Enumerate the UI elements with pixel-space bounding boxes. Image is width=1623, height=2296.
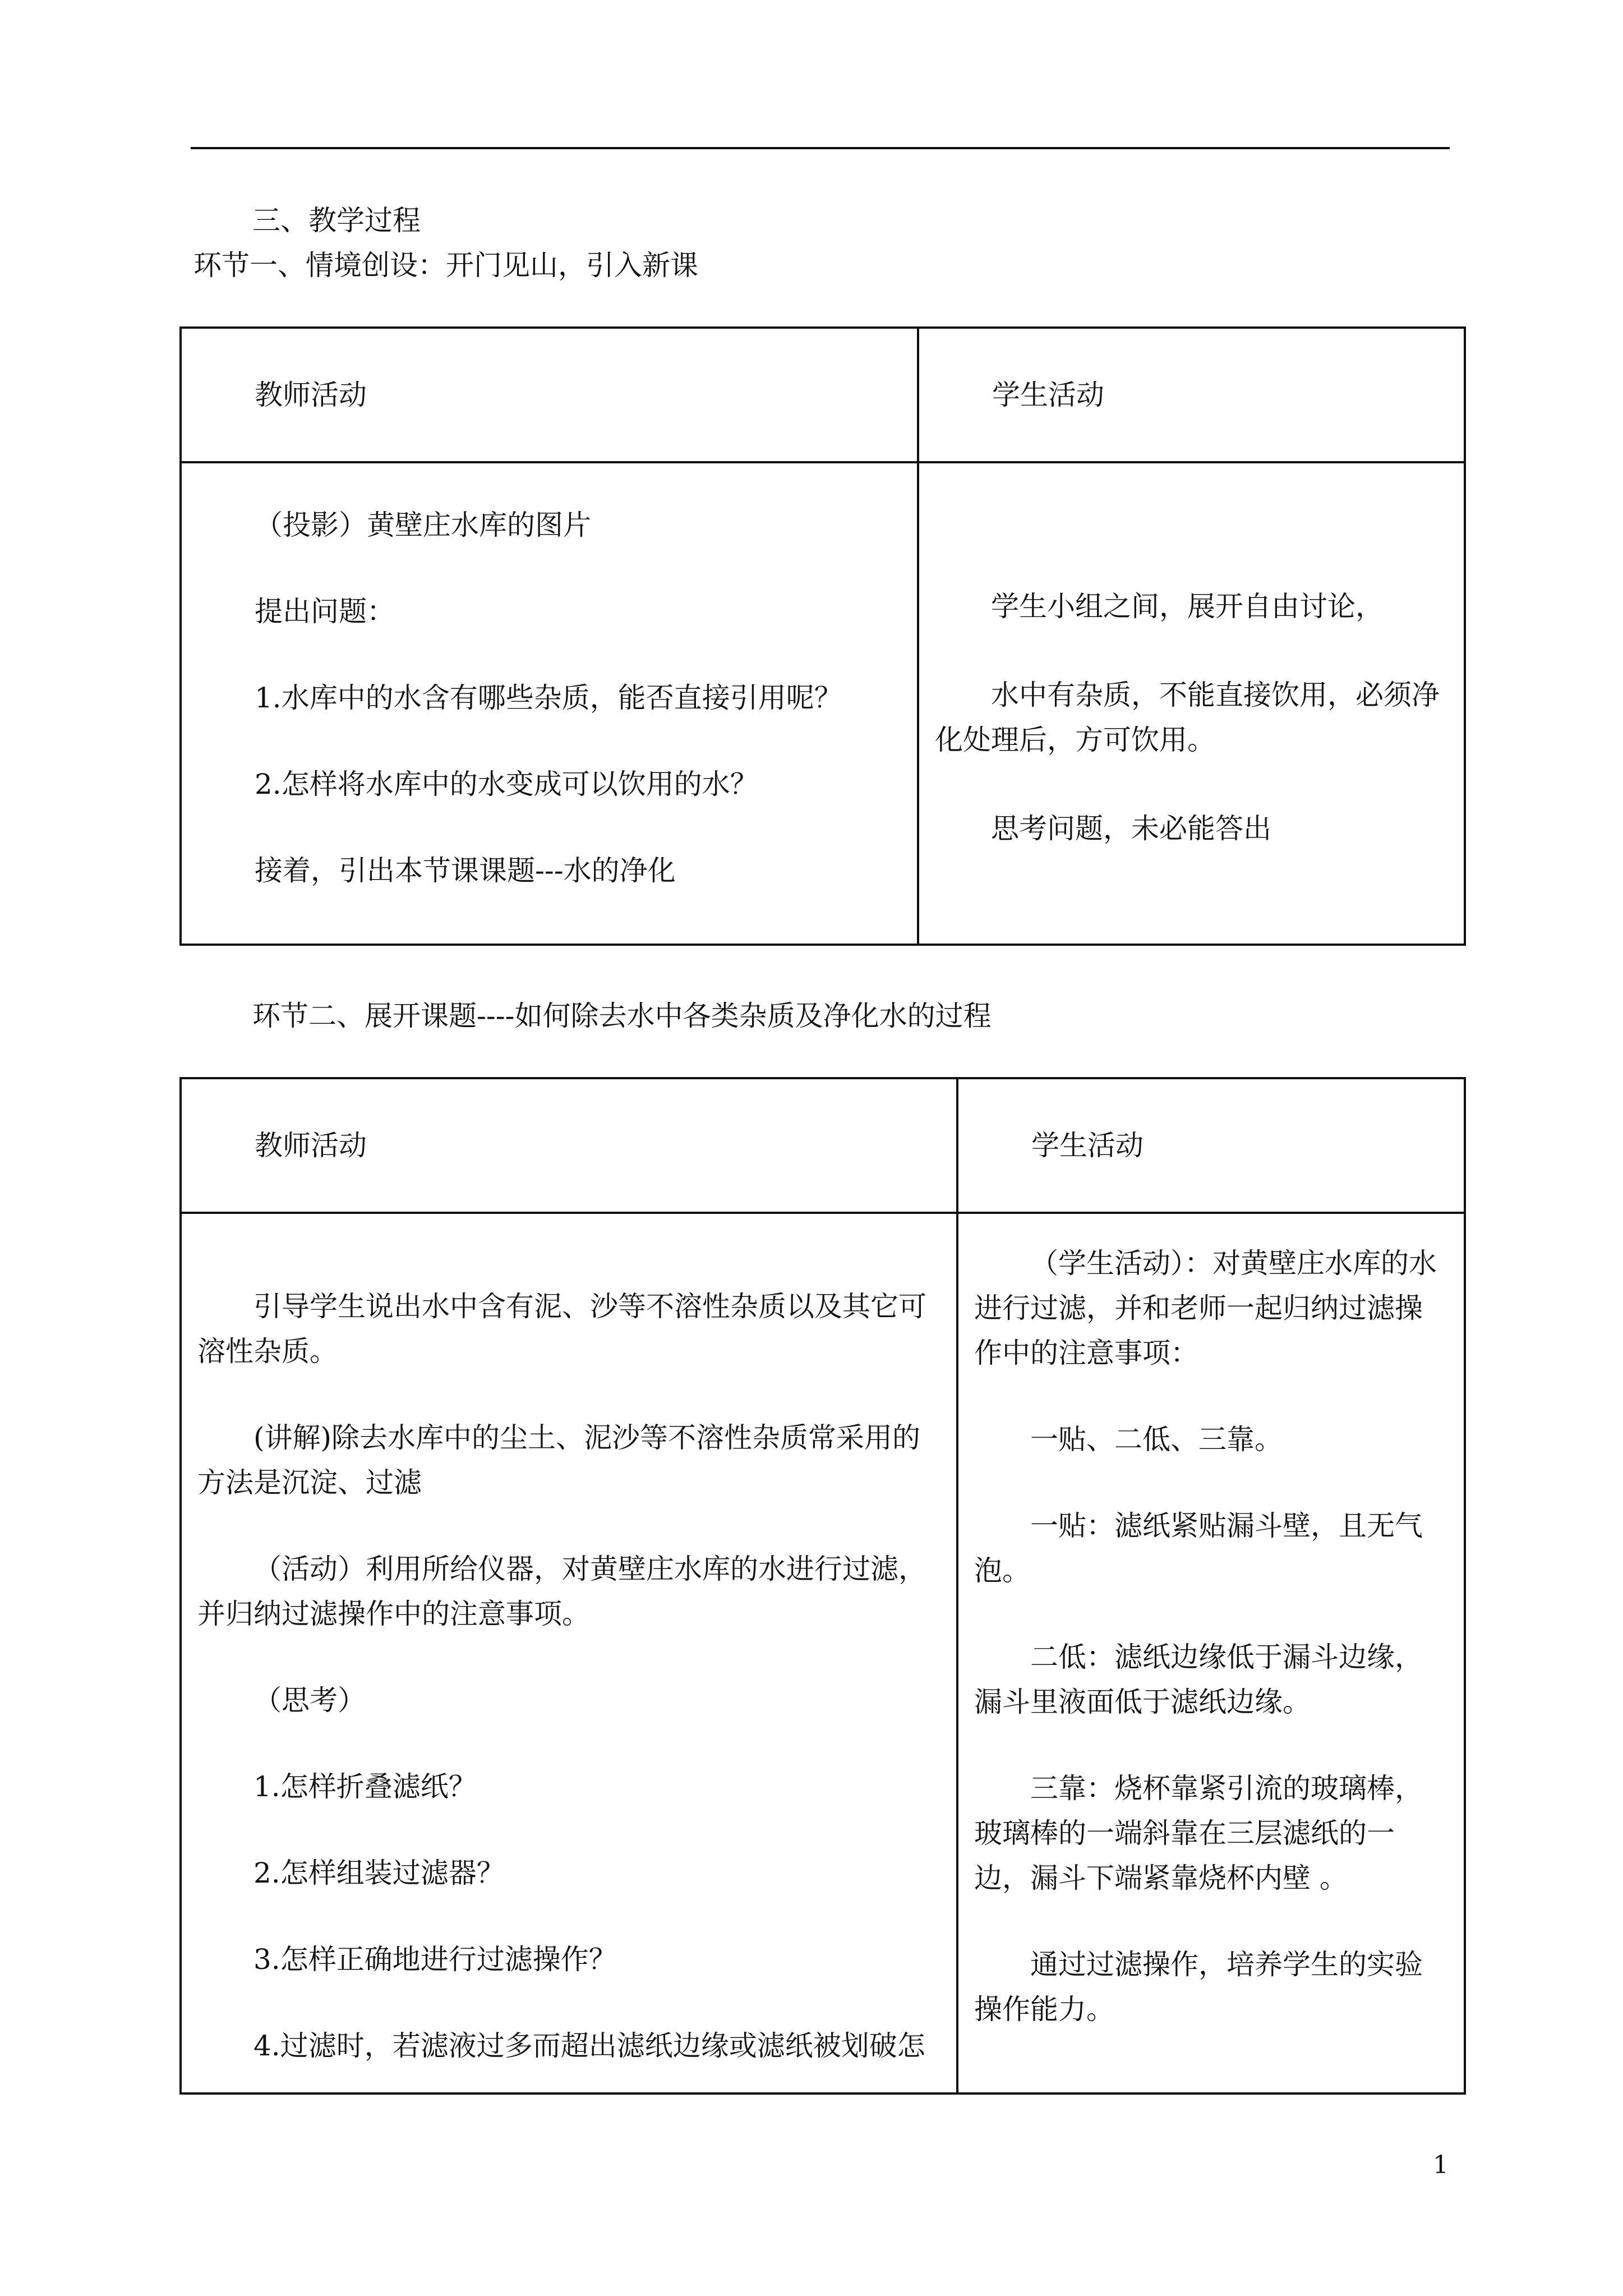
step1-table: [179, 326, 1466, 946]
step2-table: [179, 1077, 1466, 2095]
step2-teacher-header-cell: [181, 1078, 957, 1213]
step2-student-item: （学生活动）：对黄壁庄水库的水进行过滤，并和老师一起归纳过滤操作中的注意事项：: [974, 1247, 1437, 1369]
section-title: 三、教学过程: [252, 204, 421, 237]
step1-teacher-item: 1.水库中的水含有哪些杂质，能否直接引用呢？: [255, 682, 842, 714]
step2-student-cell: [957, 1213, 1465, 2093]
step2-teacher-item: 3.怎样正确地进行过滤操作？: [253, 1943, 617, 1976]
step1-teacher-item: 2.怎样将水库中的水变成可以饮用的水？: [255, 768, 758, 800]
step2-teacher-item: (讲解)除去水库中的尘土、泥沙等不溶性杂质常采用的方法是沉淀、过滤: [197, 1421, 921, 1499]
step1-teacher-cell: [181, 462, 918, 945]
step2-title: 环节二、展开课题----如何除去水中各类杂质及净化水的过程: [252, 1000, 992, 1032]
step2-teacher-item: 2.怎样组装过滤器？: [253, 1857, 505, 1889]
step2-student-item: 三靠：烧杯靠紧引流的玻璃棒，玻璃棒的一端斜靠在三层滤纸的一边，漏斗下端紧靠烧杯内壁 。: [974, 1772, 1423, 1894]
step2-teacher-item: （思考）: [253, 1684, 366, 1717]
step1-student-item: 思考问题，未必能答出: [991, 812, 1271, 845]
step2-student-item: 通过过滤操作，培养学生的实验操作能力。: [974, 1948, 1423, 2026]
step2-teacher-header: 教师活动: [255, 1129, 367, 1162]
step1-student-header-cell: [918, 328, 1465, 462]
step2-student-header-cell: [957, 1078, 1465, 1213]
step1-teacher-header-cell: [181, 328, 918, 462]
step2-teacher-item: 1.怎样折叠滤纸？: [253, 1770, 477, 1803]
step1-teacher-item: 接着，引出本节课课题---水的净化: [255, 854, 676, 887]
step2-student-item: 一贴：滤纸紧贴漏斗壁，且无气泡。: [974, 1510, 1423, 1587]
step2-teacher-cell: [181, 1213, 957, 2093]
step1-student-item: 水中有杂质，不能直接饮用，必须净化处理后，方可饮用。: [935, 679, 1440, 756]
step1-teacher-header: 教师活动: [255, 379, 367, 411]
step2-teacher-item: 4.过滤时，若滤液过多而超出滤纸边缘或滤纸被划破怎: [253, 2030, 925, 2062]
step1-teacher-item: （投影）黄壁庄水库的图片: [255, 509, 591, 541]
step2-student-item: 二低：滤纸边缘低于漏斗边缘，漏斗里液面低于滤纸边缘。: [974, 1641, 1423, 1718]
step1-student-item: 学生小组之间，展开自由讨论，: [991, 590, 1384, 623]
header-rule: [191, 147, 1450, 149]
step2-student-item: 一贴、二低、三靠。: [1030, 1423, 1283, 1456]
step1-student-header: 学生活动: [992, 379, 1104, 411]
page-number: 1: [1433, 2151, 1449, 2179]
step1-teacher-item: 提出问题：: [255, 595, 395, 628]
step2-teacher-item: 引导学生说出水中含有泥、沙等不溶性杂质以及其它可溶性杂质。: [197, 1290, 926, 1368]
step1-student-cell: [918, 462, 1465, 945]
step2-teacher-item: （活动）利用所给仪器，对黄壁庄水库的水进行过滤，并归纳过滤操作中的注意事项。: [197, 1553, 926, 1630]
step2-student-header: 学生活动: [1031, 1129, 1144, 1162]
step1-title: 环节一、情境创设：开门见山，引入新课: [193, 249, 698, 282]
